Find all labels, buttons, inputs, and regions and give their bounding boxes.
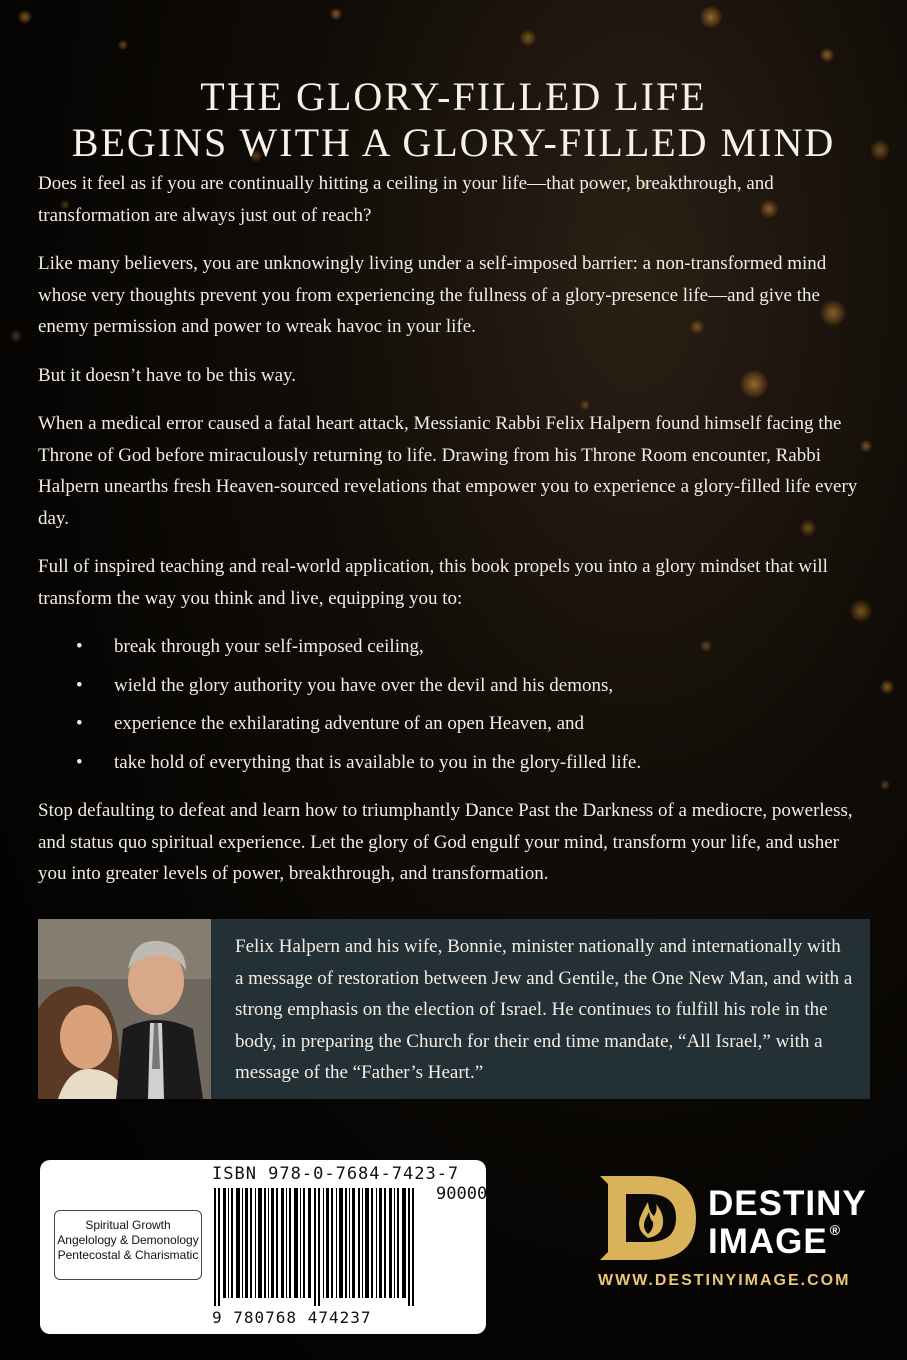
publisher-url: WWW.DESTINYIMAGE.COM bbox=[598, 1272, 851, 1289]
author-section bbox=[38, 919, 870, 1099]
registered-mark: ® bbox=[829, 1222, 842, 1238]
price-code: 90000 bbox=[436, 1184, 488, 1204]
author-bio: Felix Halpern and his wife, Bonnie, minister nationally and internationally with a message of restoration between Jew and Gentile, the One New Man, and with a strong emphasis on the election of Israel. He continues to fulfill his role in the body, in preparing the Church for their end time mandate, “All Israel,” with a message of the “Father’s Heart.” bbox=[235, 936, 853, 1083]
barcode-image bbox=[212, 1188, 432, 1306]
list-item: • experience the exhilarating adventure of an open Heaven, and bbox=[38, 708, 870, 740]
list-item: • wield the glory authority you have over the devil and his demons, bbox=[38, 670, 870, 702]
category-box bbox=[54, 1210, 202, 1280]
publisher-name-line-2: IMAGE ® bbox=[708, 1222, 842, 1261]
headline bbox=[0, 74, 907, 166]
list-item: • take hold of everything that is available to you in the glory-filled life. bbox=[38, 747, 870, 779]
barcode-panel bbox=[40, 1160, 486, 1334]
publisher-name-line-1: DESTINY bbox=[708, 1184, 867, 1223]
back-cover-copy bbox=[38, 168, 870, 907]
paragraph-barrier: Like many believers, you are unknowingly living under a self-imposed barrier: a non-transformed mind whose very thoughts prevent you from experiencing the fullness of a glory-presence life—and give the enemy permission and power to wreak havoc in your life. bbox=[38, 253, 827, 337]
paragraph-not-this-way: But it doesn’t have to be this way. bbox=[38, 364, 297, 386]
list-item: • break through your self-imposed ceiling, bbox=[38, 631, 870, 663]
isbn-number: ISBN 978-0-7684-7423-7 bbox=[212, 1164, 460, 1184]
paragraph-closing: Stop defaulting to defeat and learn how to triumphantly Dance Past the Darkness of a mediocre, powerless, and status quo spiritual experience. Let the glory of God engulf your mind, transform your life, and usher you into greater levels of power, breakthrough, and transformation. bbox=[38, 800, 853, 884]
benefits-list bbox=[38, 631, 870, 778]
paragraph-equipping: Full of inspired teaching and real-world application, this book propels you into a glory mindset that will transform the way you think and live, equipping you to: bbox=[38, 556, 828, 609]
destiny-image-d-logo-icon bbox=[596, 1172, 700, 1264]
category-label: Pentecostal & Charismatic bbox=[57, 1248, 199, 1262]
headline-line-1: THE GLORY-FILLED LIFE bbox=[200, 74, 707, 119]
paragraph-intro: Does it feel as if you are continually hitting a ceiling in your life—that power, breakthrough, and transformation are always just out of reach? bbox=[38, 173, 774, 226]
paragraph-author-story: When a medical error caused a fatal heart attack, Messianic Rabbi Felix Halpern found himself facing the Throne of God before miraculously returning to life. Drawing from his Throne Room encounter, Rabbi Halpern unearths fresh Heaven-sourced revelations that empower you to experience a glory-filled life every day. bbox=[38, 413, 858, 529]
category-label: Angelology & Demonology bbox=[57, 1233, 199, 1247]
headline-line-2: BEGINS WITH A GLORY-FILLED MIND bbox=[71, 120, 836, 165]
category-label: Spiritual Growth bbox=[85, 1218, 171, 1232]
ean-digits: 9 780768 474237 bbox=[212, 1308, 372, 1327]
author-photo bbox=[38, 919, 211, 1099]
publisher-logo bbox=[596, 1172, 876, 1302]
